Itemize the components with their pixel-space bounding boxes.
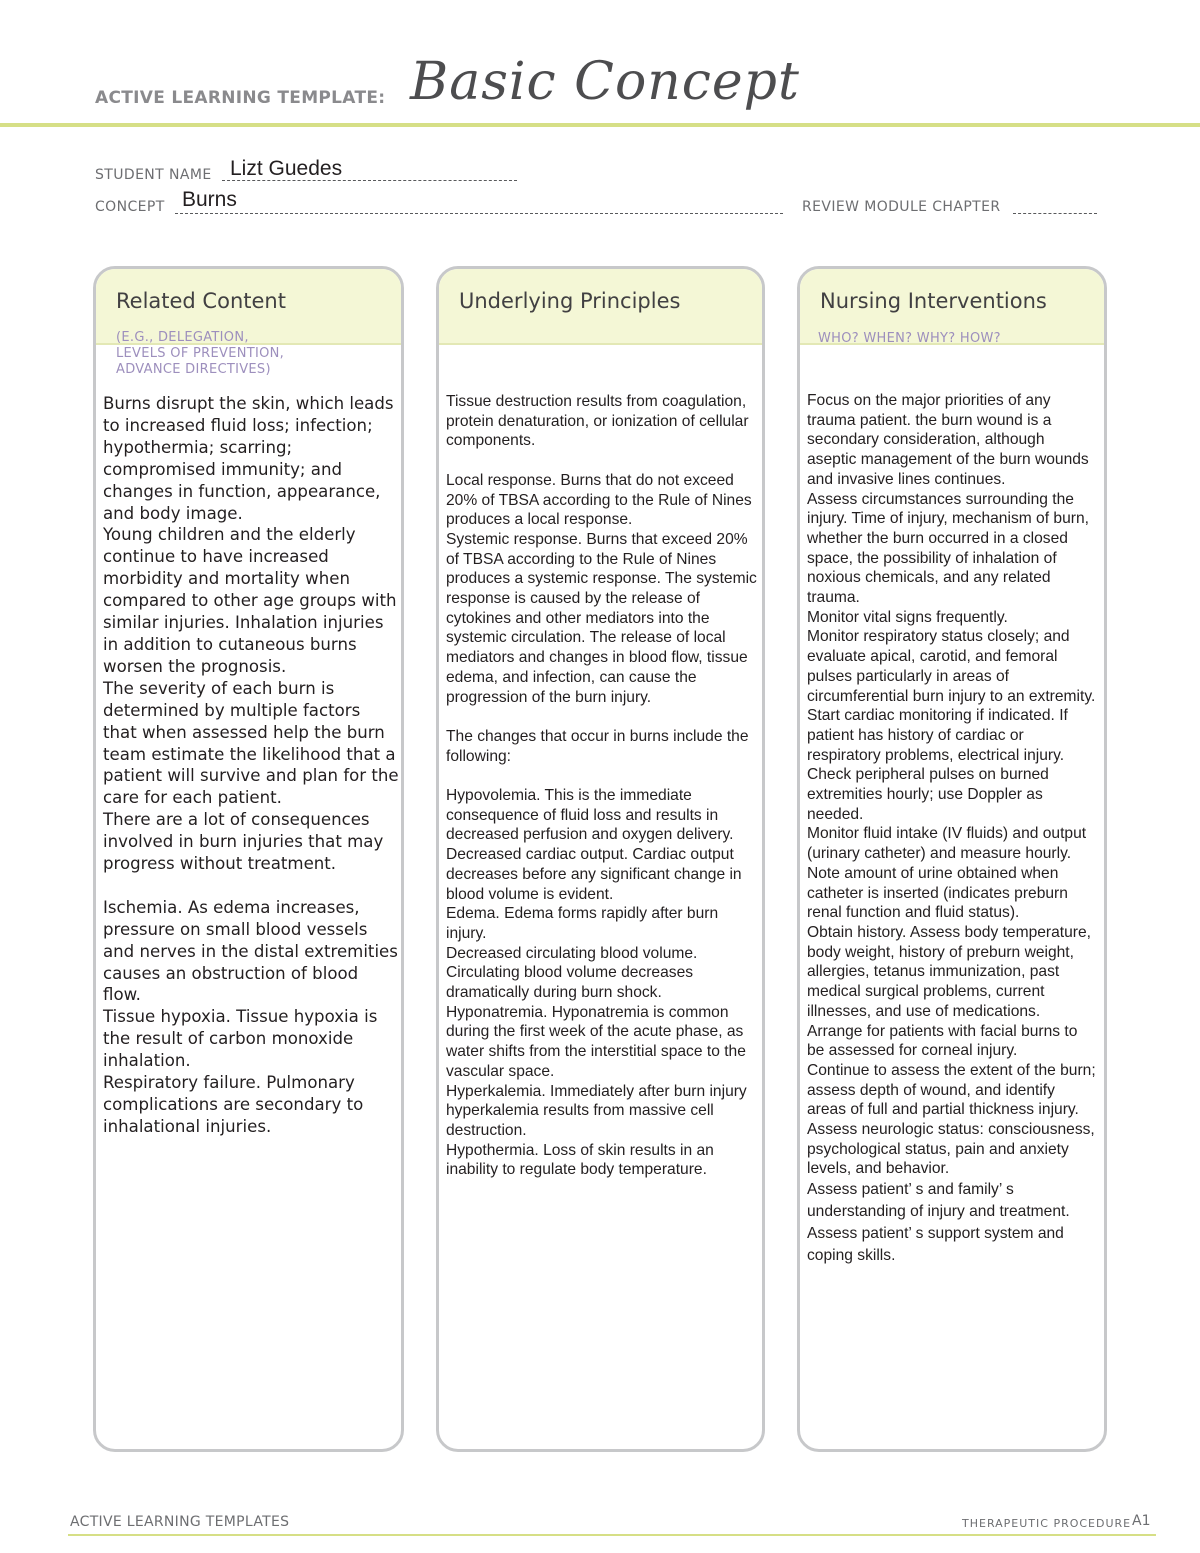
paragraph: Assess neurologic status: consciousness, psychological status, pain and anxiety levels, and behavior.: [807, 1121, 1095, 1178]
paragraph: Assess patient’ s and family’ s understanding of injury and treatment. Assess patient’ s support system and coping skills.: [807, 1181, 1070, 1265]
paragraph: The changes that occur in burns include the following:: [446, 727, 749, 765]
footer-left-label: ACTIVE LEARNING TEMPLATES: [70, 1514, 290, 1530]
paragraph: Decreased cardiac output. Cardiac output decreases before any significant change in blood volume is evident.: [446, 846, 742, 903]
review-module-label: REVIEW MODULE CHAPTER: [802, 199, 1001, 215]
student-name-label: STUDENT NAME: [95, 167, 212, 183]
concept-field[interactable]: Burns: [182, 188, 237, 211]
template-label: ACTIVE LEARNING TEMPLATE:: [95, 88, 386, 108]
paragraph: Arrange for patients with facial burns to be assessed for corneal injury.: [807, 1022, 1078, 1060]
paragraph: Edema. Edema forms rapidly after burn injury.: [446, 905, 719, 942]
paragraph: Continue to assess the extent of the burn; assess depth of wound, and identify areas of full and partial thickness injury.: [807, 1061, 1096, 1119]
paragraph: There are a lot of consequences involved in burn injuries that may progress without treatment.: [103, 810, 384, 874]
spacer: [103, 875, 399, 897]
paragraph: Assess circumstances surrounding the injury. Time of injury, mechanism of burn, whether the burn occurred in a closed space, the possibility of inhalation of noxious chemicals, and any related trauma.: [807, 490, 1089, 607]
underlying-principles-heading: Underlying Principles: [439, 269, 762, 345]
underlying-principles-text[interactable]: [446, 392, 758, 1180]
related-content-hint: [116, 330, 284, 378]
nursing-interventions-heading: Nursing Interventions: [800, 269, 1104, 345]
paragraph: Obtain history. Assess body temperature, body weight, history of preburn weight, allergies, tetanus immunization, past medical surgical problems, current illnesses, and use of medications.: [807, 923, 1091, 1020]
hint-line: ADVANCE DIRECTIVES): [116, 362, 271, 377]
header-rule: [0, 123, 1200, 127]
nursing-interventions-hint: WHO? WHEN? WHY? HOW?: [818, 331, 1001, 346]
paragraph: Hyponatremia. Hyponatremia is common during the first week of the acute phase, as water shifts from the interstitial space to the vascular space.: [446, 1003, 746, 1080]
paragraph: Decreased circulating blood volume. Circulating blood volume decreases dramatically during burn shock.: [446, 944, 698, 1002]
paragraph: Burns disrupt the skin, which leads to increased fluid loss; infection; hypothermia; scarring; compromised immunity; and changes in function, appearance, and body image.: [103, 394, 394, 523]
hint-line: LEVELS OF PREVENTION,: [116, 346, 285, 361]
paragraph: Systemic response. Burns that exceed 20% of TBSA according to the Rule of Nines produces a systemic response. The systemic response is caused by the release of cytokines and other mediators into the systemic circulation. The release of local mediators and changes in blood flow, tissue edema, and infection, can cause the progression of the burn injury.: [446, 530, 757, 706]
footer-rule: [68, 1534, 1156, 1536]
concept-label: CONCEPT: [95, 199, 165, 215]
paragraph: The severity of each burn is determined by multiple factors that when assessed help the burn team estimate the likelihood that a patient will survive and plan for the care for each patient.: [103, 678, 399, 808]
related-content-heading: Related Content: [96, 269, 401, 345]
nursing-interventions-panel: [797, 266, 1107, 1452]
paragraph: Ischemia. As edema increases, pressure on small blood vessels and nerves in the distal extremities causes an obstruction of blood flow.: [103, 897, 398, 1005]
paragraph: Tissue destruction results from coagulation, protein denaturation, or ionization of cellular components.: [446, 393, 749, 450]
paragraph: Hyperkalemia. Immediately after burn injury hyperkalemia results from massive cell destruction.: [446, 1082, 747, 1139]
paragraph: Monitor vital signs frequently.: [807, 608, 1008, 626]
nursing-interventions-text[interactable]: [807, 391, 1097, 1267]
footer-right-label: THERAPEUTIC PROCEDURE: [962, 1517, 1132, 1530]
paragraph: Local response. Burns that do not exceed 20% of TBSA according to the Rule of Nines produces a local response.: [446, 471, 752, 529]
paragraph: Focus on the major priorities of any trauma patient. the burn wound is a secondary consideration, although aseptic management of the burn wounds and invasive lines continues.: [807, 392, 1089, 488]
concept-underline: [175, 213, 783, 214]
paragraph: Monitor fluid intake (IV fluids) and output (urinary catheter) and measure hourly. Note amount of urine obtained when catheter is inserted (indicates preburn renal function and fluid status).: [807, 825, 1087, 922]
paragraph: Hypothermia. Loss of skin results in an inability to regulate body temperature.: [446, 1141, 714, 1179]
paragraph: Hypovolemia. This is the immediate consequence of fluid loss and results in decreased perfusion and oxygen delivery.: [446, 787, 734, 844]
paragraph: Young children and the elderly continue to have increased morbidity and mortality when compared to other age groups with similar injuries. Inhalation injuries in addition to cutaneous burns worsen the prognosis.: [103, 525, 397, 676]
spacer: [446, 707, 758, 727]
paragraph: Monitor respiratory status closely; and evaluate apical, carotid, and femoral pulses particularly in areas of circumferential burn injury to an extremity.: [807, 628, 1096, 705]
hint-line: (E.G., DELEGATION,: [116, 330, 249, 345]
paragraph: Tissue hypoxia. Tissue hypoxia is the result of carbon monoxide inhalation.: [103, 1007, 378, 1071]
spacer: [446, 451, 758, 471]
paragraph: Respiratory failure. Pulmonary complications are secondary to inhalational injuries.: [103, 1073, 364, 1136]
paragraph: Start cardiac monitoring if indicated. If patient has history of cardiac or respiratory problems, electrical injury.: [807, 707, 1068, 764]
page-number: A1: [1132, 1513, 1151, 1529]
related-content-text[interactable]: [103, 393, 399, 1138]
review-module-field[interactable]: [1013, 213, 1097, 214]
paragraph: Check peripheral pulses on burned extremities hourly; use Doppler as needed.: [807, 766, 1049, 823]
underlying-principles-panel: [436, 266, 765, 1452]
related-content-panel: [93, 266, 404, 1452]
student-name-field[interactable]: Lizt Guedes: [230, 157, 343, 180]
spacer: [446, 766, 758, 786]
page-title: Basic Concept: [410, 52, 800, 112]
